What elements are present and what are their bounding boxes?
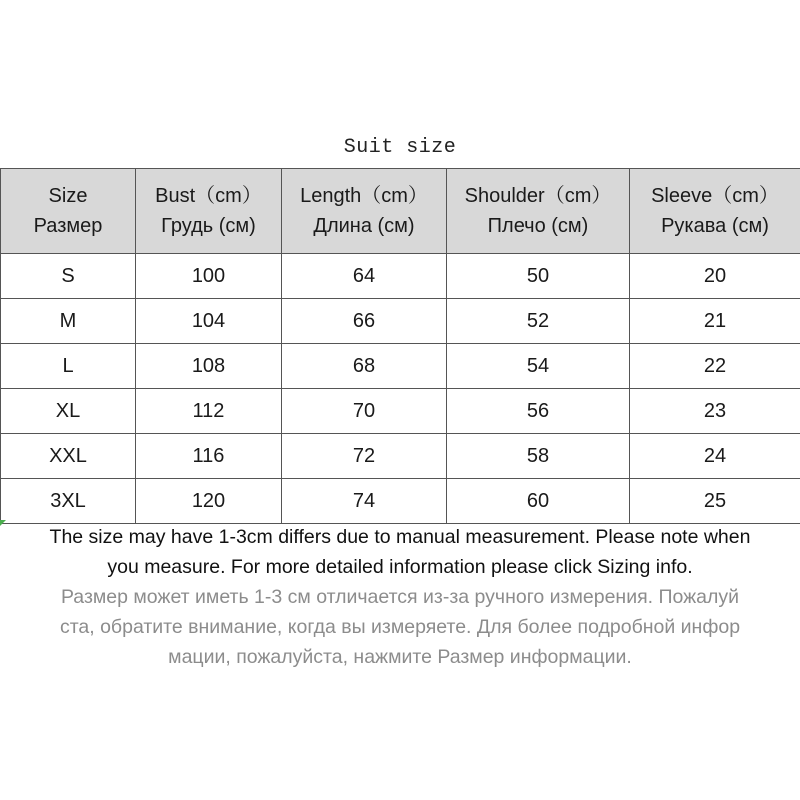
table-row	[1, 299, 800, 344]
table-row	[1, 254, 800, 299]
cell-bust: 104	[136, 299, 282, 344]
cell-size: L	[1, 344, 136, 389]
cell-sleeve: 23	[630, 389, 800, 434]
cell-length: 68	[282, 344, 447, 389]
cell-bust: 120	[136, 479, 282, 524]
cell-length: 66	[282, 299, 447, 344]
header-label-ru: Размер	[33, 215, 103, 237]
cell-bust: 112	[136, 389, 282, 434]
cell-bust: 108	[136, 344, 282, 389]
measurement-notes	[0, 522, 800, 672]
cell-shoulder: 54	[447, 344, 630, 389]
cell-shoulder: 56	[447, 389, 630, 434]
table-row	[1, 434, 800, 479]
table-row	[1, 479, 800, 524]
table-row	[1, 344, 800, 389]
cell-length: 72	[282, 434, 447, 479]
cell-length: 70	[282, 389, 447, 434]
table-row	[1, 389, 800, 434]
header-row	[1, 169, 800, 254]
cell-length: 64	[282, 254, 447, 299]
note-ru-line: Размер может иметь 1-3 см отличается из-за ручного измерения. Пожалуй	[60, 586, 740, 608]
header-label-ru: Плечо (см)	[487, 215, 589, 237]
header-sleeve	[630, 169, 800, 254]
cell-sleeve: 21	[630, 299, 800, 344]
note-ru-line: мации, пожалуйста, нажмите Размер информации.	[168, 646, 632, 668]
table-title: Suit size	[343, 136, 457, 159]
cell-sleeve: 20	[630, 254, 800, 299]
note-ru-line: ста, обратите внимание, когда вы измеряете. Для более подробной инфор	[59, 616, 741, 638]
header-shoulder	[447, 169, 630, 254]
header-label-en: Bust（cm）	[155, 185, 262, 207]
cell-shoulder: 52	[447, 299, 630, 344]
header-length	[282, 169, 447, 254]
header-label-ru: Рукава (см)	[661, 215, 769, 237]
header-label-en: Size	[48, 185, 88, 207]
cell-size: 3XL	[1, 479, 136, 524]
cell-bust: 116	[136, 434, 282, 479]
header-label-en: Shoulder（cm）	[464, 185, 612, 207]
cell-length: 74	[282, 479, 447, 524]
header-size	[1, 169, 136, 254]
cell-sleeve: 22	[630, 344, 800, 389]
cell-shoulder: 58	[447, 434, 630, 479]
cell-shoulder: 60	[447, 479, 630, 524]
note-en-line: you measure. For more detailed information please click Sizing info.	[107, 556, 693, 578]
cell-size: M	[1, 299, 136, 344]
header-bust	[136, 169, 282, 254]
cell-bust: 100	[136, 254, 282, 299]
cell-size: XL	[1, 389, 136, 434]
header-label-en: Length（cm）	[300, 185, 428, 207]
size-table	[0, 168, 800, 524]
cell-sleeve: 25	[630, 479, 800, 524]
header-label-ru: Длина (см)	[313, 215, 415, 237]
cell-shoulder: 50	[447, 254, 630, 299]
cell-sleeve: 24	[630, 434, 800, 479]
header-label-en: Sleeve（cm）	[651, 185, 779, 207]
note-en-line: The size may have 1-3cm differs due to manual measurement. Please note when	[49, 526, 751, 548]
cell-size: S	[1, 254, 136, 299]
header-label-ru: Грудь (см)	[161, 215, 256, 237]
cell-size: XXL	[1, 434, 136, 479]
